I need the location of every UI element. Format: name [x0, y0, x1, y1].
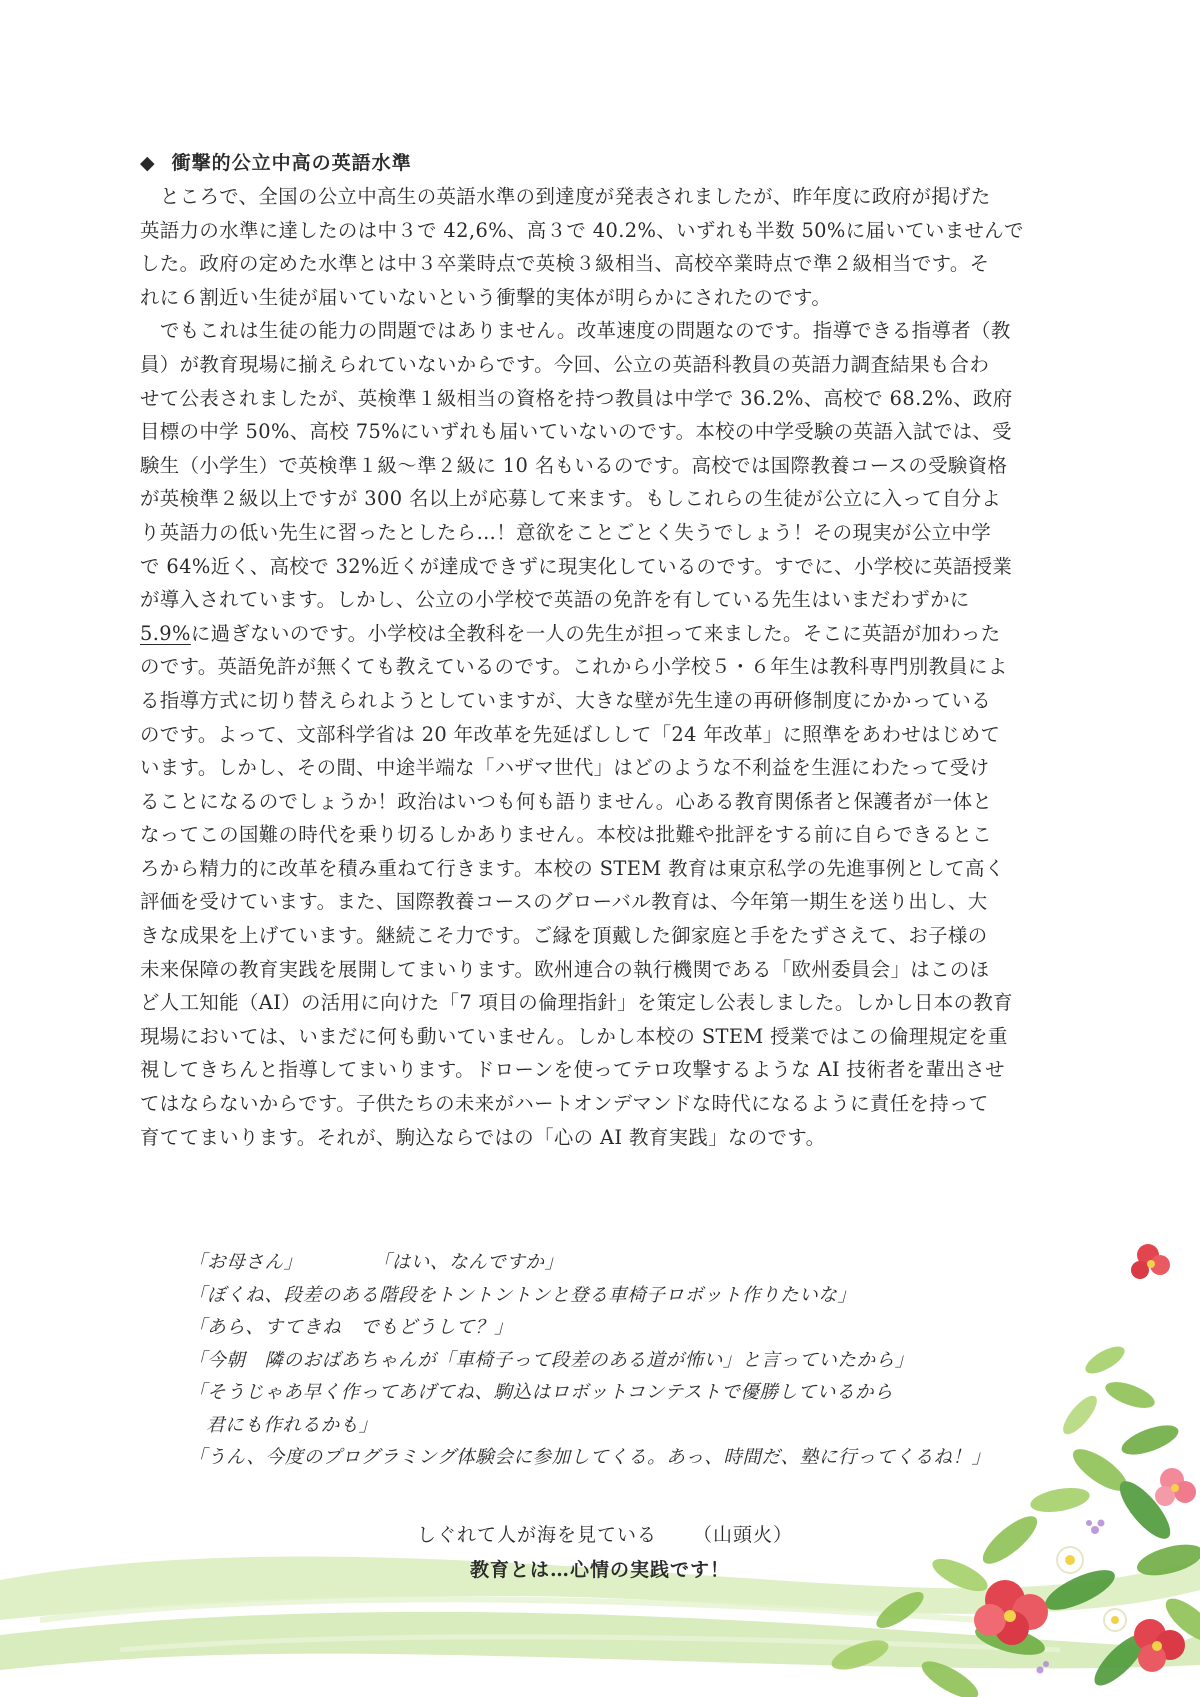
- text-line: てはならないからです。子供たちの未来がハートオンデマンドな時代になるように責任を持って: [140, 1092, 989, 1116]
- text-line: が英検準２級以上ですが 300 名以上が応募して来ます。もしこれらの生徒が公立に入って自分よ: [140, 487, 1002, 511]
- closing-motto: 教育とは…心情の実践です！: [469, 1559, 730, 1581]
- text-line: います。しかし、その間、中途半端な「ハザマ世代」はどのような不利益を生涯にわたって受け: [140, 756, 990, 780]
- dialogue-line: 「あら、すてきね でもどうして？」: [188, 1317, 514, 1338]
- text-line: れに６割近い生徒が届いていないという衝撃的実体が明らかにされたのです。: [140, 285, 832, 309]
- closing-block: [0, 1518, 1200, 1588]
- dialogue-line: 「今朝 隣のおばあちゃんが「車椅子って段差のある道が怖い」と言っていたから」: [188, 1349, 914, 1371]
- text-line: り英語力の低い先生に習ったとしたら…！意欲をことごとく失うでしょう！その現実が公立中学: [140, 520, 991, 544]
- dialogue-line: 「ぼくね、段差のある階段をトントントンと登る車椅子ロボット作りたいな」: [188, 1284, 857, 1306]
- text-line: ろから精力的に改革を積み重ねて行きます。本校の STEM 教育は東京私学の先進事例として高く: [140, 856, 1005, 880]
- text-line: 員）が教育現場に揃えられていないからです。今回、公立の英語科教員の英語力調査結果も合わ: [140, 352, 990, 376]
- text-line: る指導方式に切り替えられようとしていますが、大きな壁が先生達の再研修制度にかかっている: [140, 688, 991, 712]
- heading-title: 衝撃的公立中高の英語水準: [171, 152, 412, 174]
- article-body: [140, 180, 1060, 1154]
- text-line: のです。英語免許が無くても教えているのです。これから小学校５・６年生は教科専門別教員によ: [140, 655, 1008, 679]
- text-fragment: に過ぎないのです。小学校は全教科を一人の先生が担って来ました。そこに英語が加わった: [190, 621, 1001, 645]
- dialogue-line: 「うん、今度のプログラミング体験会に参加してくる。あっ、時間だ、塾に行ってくるね！」: [188, 1447, 991, 1468]
- text-line: ところで、全国の公立中高生の英語水準の到達度が発表されましたが、昨年度に政府が掲げた: [160, 185, 991, 208]
- haiku-text: しぐれて人が海を見ている: [416, 1524, 657, 1546]
- haiku-author: （山頭火）: [693, 1524, 794, 1546]
- text-line: 現場においては、いまだに何も動いていません。しかし本校の STEM 授業ではこの倫理規定を重: [140, 1024, 1008, 1048]
- text-line: で 64%近く、高校で 32%近くが達成できずに現実化しているのです。すでに、小学校に英語授業: [140, 554, 1013, 578]
- text-line: きな成果を上げています。継続こそ力です。ご縁を頂戴した御家庭と手をたずさえて、お子様の: [140, 924, 988, 948]
- dialogue-mother: 「はい、なんですか」: [372, 1252, 564, 1273]
- text-line: 目標の中学 50%、高校 75%にいずれも届いていないのです。本校の中学受験の英語入試では、受: [140, 420, 1013, 444]
- text-line: ど人工知能（AI）の活用に向けた「7 項目の倫理指針」を策定し公表しました。しかし日本の教育: [140, 991, 1013, 1015]
- text-line: のです。よって、文部科学省は 20 年改革を先延ばしして「24 年改革」に照準をあわせはじめて: [140, 722, 1001, 746]
- text-line: が導入されています。しかし、公立の小学校で英語の免許を有している先生はいまだわずかに: [140, 588, 970, 612]
- haiku-line: [0, 1518, 1200, 1553]
- red-flower-top: [1131, 1244, 1170, 1279]
- text-line: した。政府の定めた水準とは中３卒業時点で英検３級相当、高校卒業時点で準２級相当です。そ: [140, 252, 990, 276]
- diamond-bullet-icon: ◆: [140, 152, 156, 174]
- dialogue-child: 「お母さん」: [188, 1252, 303, 1273]
- text-line: 未来保障の教育実践を展開してまいります。欧州連合の執行機関である「欧州委員会」はこのほ: [140, 957, 990, 981]
- text-line: せて公表されましたが、英検準１級相当の資格を持つ教員は中学で 36.2%、高校で 68.2%、政府: [140, 386, 1013, 410]
- text-line: でもこれは生徒の能力の問題ではありません。改革速度の問題なのです。指導できる指導者（教: [160, 319, 1011, 343]
- dialogue-line: 「そうじゃあ早く作ってあげてね、駒込はロボットコンテストで優勝しているから: [188, 1382, 894, 1403]
- text-line: 験生（小学生）で英検準１級～準２級に 10 名もいるのです。高校では国際教養コースの受験資格: [140, 453, 1008, 477]
- text-line-with-underline: [140, 617, 1060, 651]
- dialogue-block: [188, 1247, 991, 1475]
- text-line: ることになるのでしょうか！政治はいつも何も語りません。心ある教育関係者と保護者が一体と: [140, 789, 993, 813]
- underlined-percentage: 5.9%: [140, 621, 191, 645]
- text-line: 英語力の水準に達したのは中３で 42,6%、高３で 40.2%、いずれも半数 50%に届いていませんで: [140, 218, 1024, 242]
- dialogue-line-continuation: 君にも作れるかも」: [206, 1414, 378, 1436]
- pink-flower: [1155, 1468, 1196, 1506]
- text-line: 評価を受けています。また、国際教養コースのグローバル教育は、今年第一期生を送り出し、大: [140, 890, 988, 914]
- text-line: 視してきちんと指導してまいります。ドローンを使ってテロ攻撃するような AI 技術者を輩出させ: [140, 1058, 1005, 1082]
- text-line: なってこの国難の時代を乗り切るしかありません。本校は批難や批評をする前に自らできるとこ: [140, 823, 992, 847]
- dialogue-line: [188, 1247, 991, 1280]
- text-line: 育ててまいります。それが、駒込ならではの「心の AI 教育実践」なのです。: [140, 1125, 826, 1149]
- section-heading: [140, 148, 412, 175]
